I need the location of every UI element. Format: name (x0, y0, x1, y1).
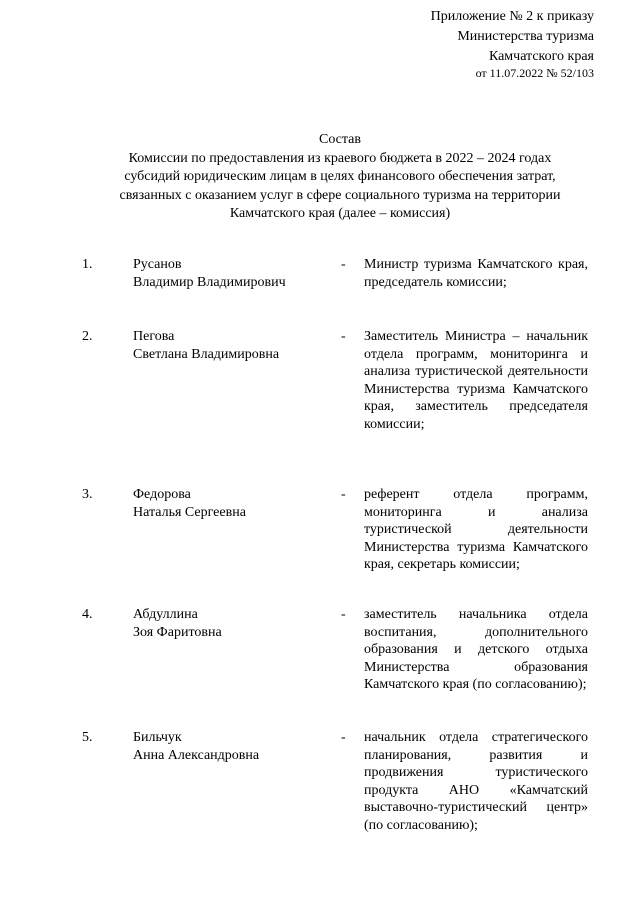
member-surname: Бильчук (133, 730, 182, 745)
members-list (0, 256, 640, 876)
member-given-names: Зоя Фаритовна (133, 625, 222, 640)
member-given-names: Владимир Владимирович (133, 275, 286, 290)
member-surname: Абдуллина (133, 607, 198, 622)
member-name (133, 328, 333, 364)
member-given-names: Наталья Сергеевна (133, 505, 246, 520)
member-number: 4. (82, 607, 93, 622)
appendix-line: Министерства туризма (457, 29, 594, 44)
heading-title: Состав (318, 132, 361, 147)
heading-line: субсидий юридическим лицам в целях финансового обеспечения затрат, (124, 169, 556, 185)
appendix-line: Камчатского края (488, 49, 594, 64)
document-heading (80, 131, 600, 224)
member-surname: Пегова (133, 329, 175, 344)
member-number: 2. (82, 329, 93, 344)
member-role: Заместитель Министра – начальник отдела программ, мониторинга и анализа туристической деятельности Министерства туризма Камчатского края, заместитель председателя комиссии; (364, 329, 588, 432)
heading-line: Комиссии по предоставления из краевого бюджета в 2022 – 2024 годах (128, 150, 552, 166)
member-role: заместитель начальника отдела воспитания, дополнительного образования и детского отдыха Министерства образования Камчатского края (по согласованию); (364, 607, 588, 692)
member-surname: Русанов (133, 257, 182, 272)
member-dash: - (341, 487, 346, 502)
member-number: 5. (82, 730, 93, 745)
appendix-date-number: от 11.07.2022 № 52/103 (475, 66, 594, 80)
appendix-line: Приложение № 2 к приказу (430, 9, 594, 24)
member-dash: - (341, 730, 346, 745)
member-role: начальник отдела стратегического планирования, развития и продвижения туристического продукта АНО «Камчатский выставочно-туристический центр» (по согласованию); (364, 730, 588, 833)
member-dash: - (341, 329, 346, 344)
member-dash: - (341, 607, 346, 622)
member-name (133, 486, 333, 522)
member-name (133, 256, 333, 292)
member-dash: - (341, 257, 346, 272)
appendix-header (314, 7, 594, 80)
heading-line: связанных с оказанием услуг в сфере социального туризма на территории (119, 187, 561, 203)
member-name (133, 606, 333, 642)
member-name (133, 729, 333, 765)
member-number: 3. (82, 487, 93, 502)
member-number: 1. (82, 257, 93, 272)
member-surname: Федорова (133, 487, 191, 502)
member-given-names: Светлана Владимировна (133, 347, 280, 362)
heading-line: Камчатского края (далее – комиссия) (229, 206, 451, 222)
member-role: Министр туризма Камчатского края, председатель комиссии; (364, 257, 588, 290)
member-given-names: Анна Александровна (133, 748, 260, 763)
member-role: референт отдела программ, мониторинга и анализа туристической деятельности Министерства туризма Камчатского края, секретарь комиссии; (364, 487, 588, 572)
